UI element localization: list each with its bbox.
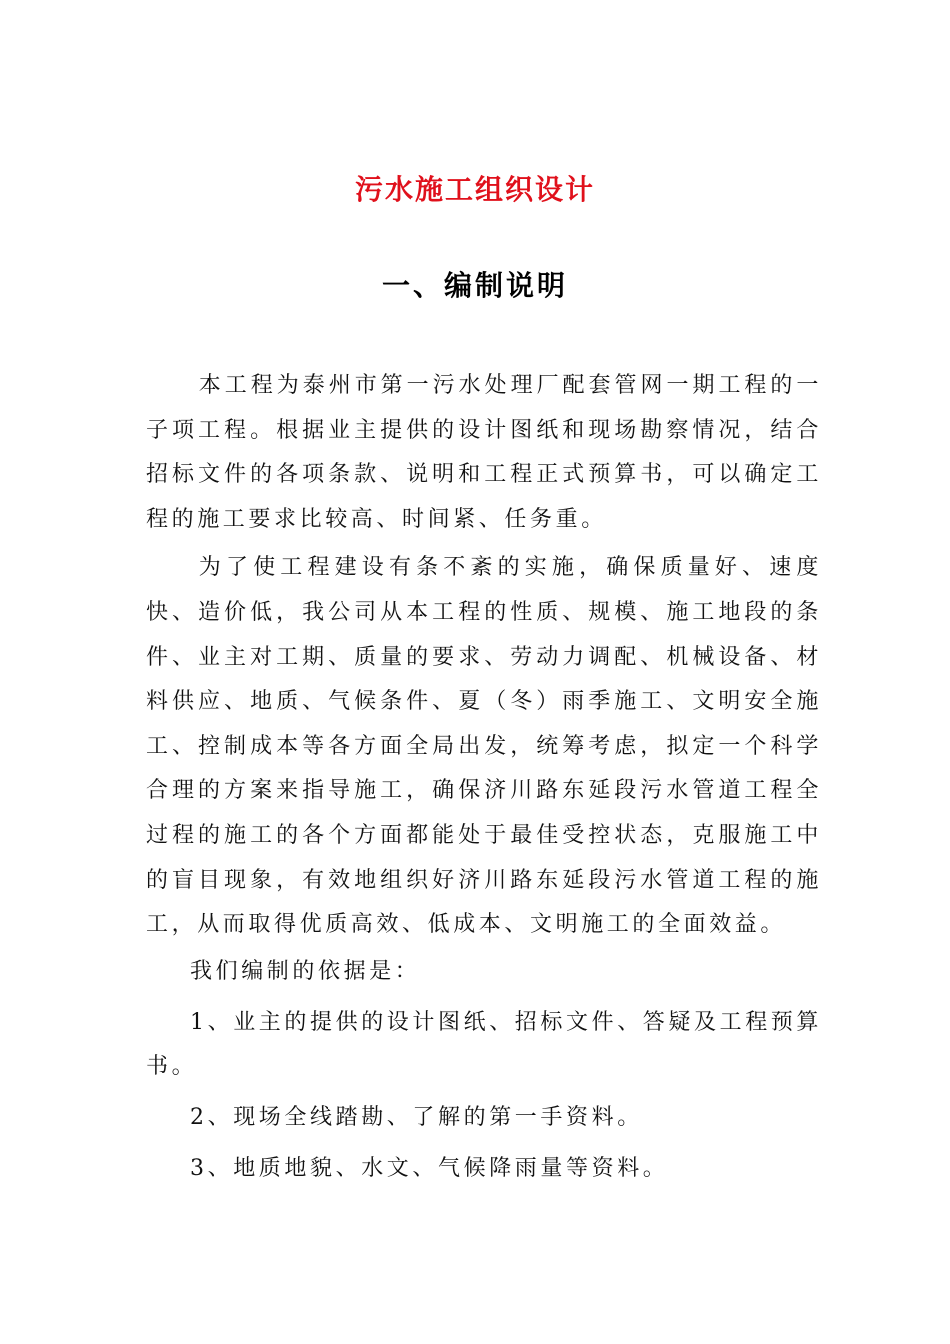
basis-item-site-survey: 2、现场全线踏勘、了解的第一手资料。 — [190, 1104, 643, 1130]
section-heading: 一、编制说明 — [381, 269, 568, 302]
basis-item-geology-hydrology: 3、地质地貌、水文、气候降雨量等资料。 — [190, 1155, 669, 1181]
document-title: 污水施工组织设计 — [354, 173, 595, 206]
basis-list — [146, 1001, 822, 1191]
paragraph-construction-approach: 为了使工程建设有条不紊的实施，确保质量好、速度快、造价低，我公司从本工程的性质、规模、施工地段的条件、业主对工期、质量的要求、劳动力调配、机械设备、材料供应、地质、气候条件、夏（冬）雨季施工、文明安全施工、控制成本等各方面全局出发，统筹考虑，拟定一个科学合理的方案来指导施工，确保济川路东延段污水管道工程全过程的施工的各个方面都能处于最佳受控状态，克服施工中的盲目现象，有效地组织好济川路东延段污水管道工程的施工，从而取得优质高效、低成本、文明施工的全面效益。 — [146, 555, 822, 938]
paragraph-project-overview: 本工程为泰州市第一污水处理厂配套管网一期工程的一子项工程。根据业主提供的设计图纸和现场勘察情况，结合招标文件的各项条款、说明和工程正式预算书，可以确定工程的施工要求比较高、时间紧、任务重。 — [146, 373, 822, 532]
basis-item-design-docs: 1、业主的提供的设计图纸、招标文件、答疑及工程预算书。 — [146, 1009, 822, 1079]
basis-intro: 我们编制的依据是： — [190, 958, 421, 984]
document-body — [146, 364, 822, 1191]
